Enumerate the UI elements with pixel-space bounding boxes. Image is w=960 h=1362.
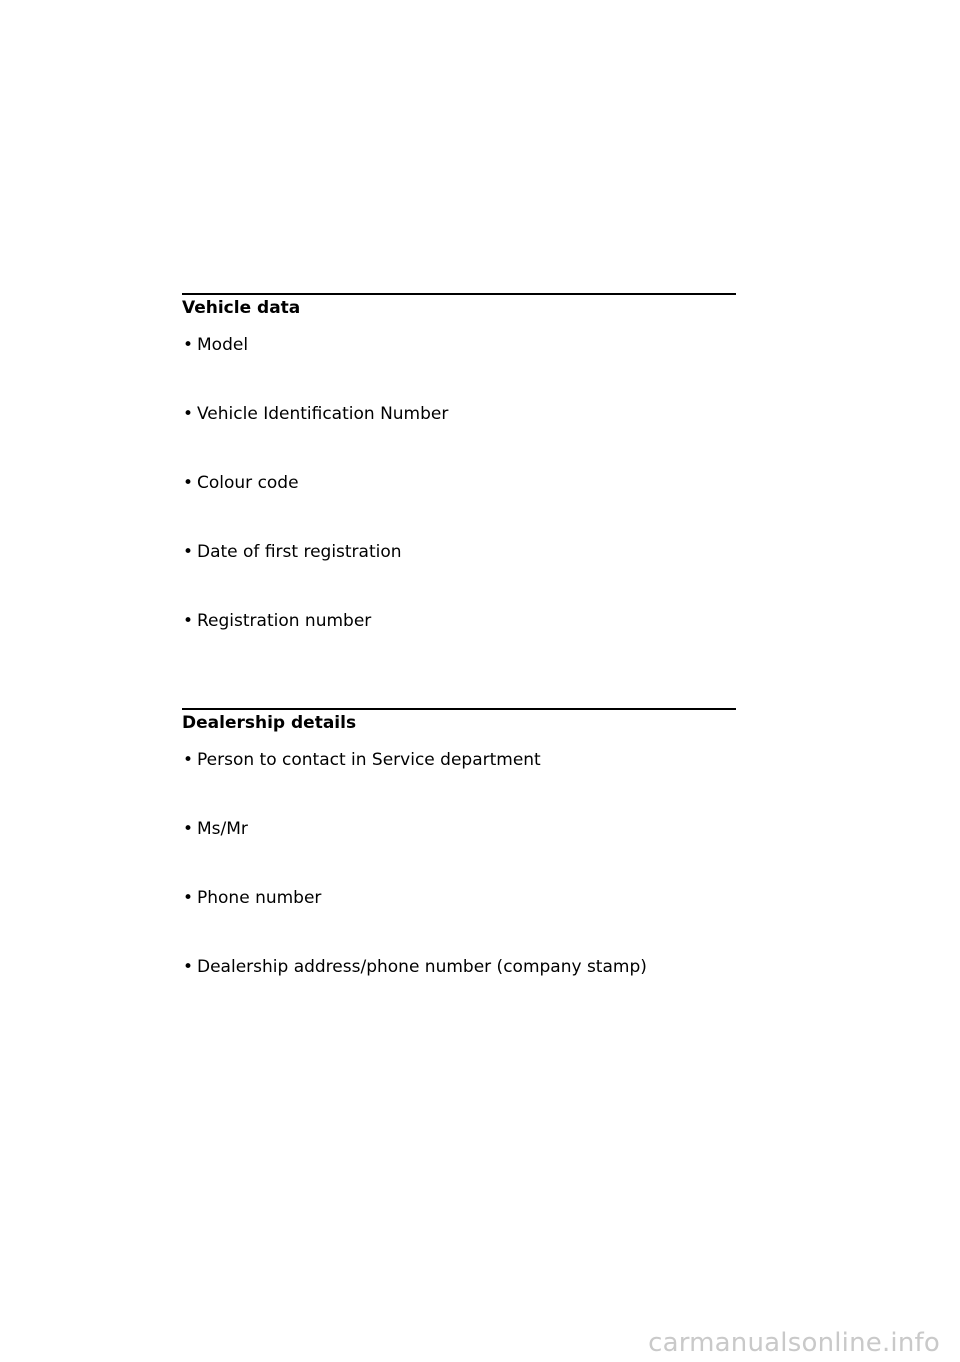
list-item-model [182, 334, 248, 356]
list-item-label: Model [197, 335, 249, 355]
bullet-icon: • [183, 542, 194, 562]
bullet-icon: • [183, 335, 194, 355]
list-item-salutation [182, 818, 248, 840]
bullet-icon: • [183, 957, 194, 977]
list-item-label: Dealership address/phone number (company stamp) [197, 957, 647, 977]
list-item-dealership-address [182, 956, 647, 978]
list-item-first-registration [182, 541, 402, 563]
list-item-registration-number [182, 610, 371, 632]
list-item-label: Ms/Mr [197, 819, 248, 839]
list-item-colour-code [182, 472, 299, 494]
list-item-vin [182, 403, 448, 425]
list-item-label: Phone number [197, 888, 322, 908]
section-divider [182, 293, 736, 295]
bullet-icon: • [183, 473, 194, 493]
vehicle-data-heading: Vehicle data [182, 298, 301, 318]
bullet-icon: • [183, 750, 194, 770]
bullet-icon: • [183, 888, 194, 908]
bullet-icon: • [183, 404, 194, 424]
bullet-icon: • [183, 611, 194, 631]
section-divider [182, 708, 736, 710]
list-item-phone-number [182, 887, 321, 909]
bullet-icon: • [183, 819, 194, 839]
list-item-label: Person to contact in Service department [197, 750, 541, 770]
list-item-label: Colour code [197, 473, 299, 493]
list-item-label: Vehicle Identification Number [197, 404, 449, 424]
list-item-label: Date of first registration [197, 542, 402, 562]
list-item-label: Registration number [197, 611, 372, 631]
watermark: carmanualsonline.info [648, 1328, 940, 1358]
list-item-service-contact [182, 749, 541, 771]
dealership-details-heading: Dealership details [182, 713, 357, 733]
